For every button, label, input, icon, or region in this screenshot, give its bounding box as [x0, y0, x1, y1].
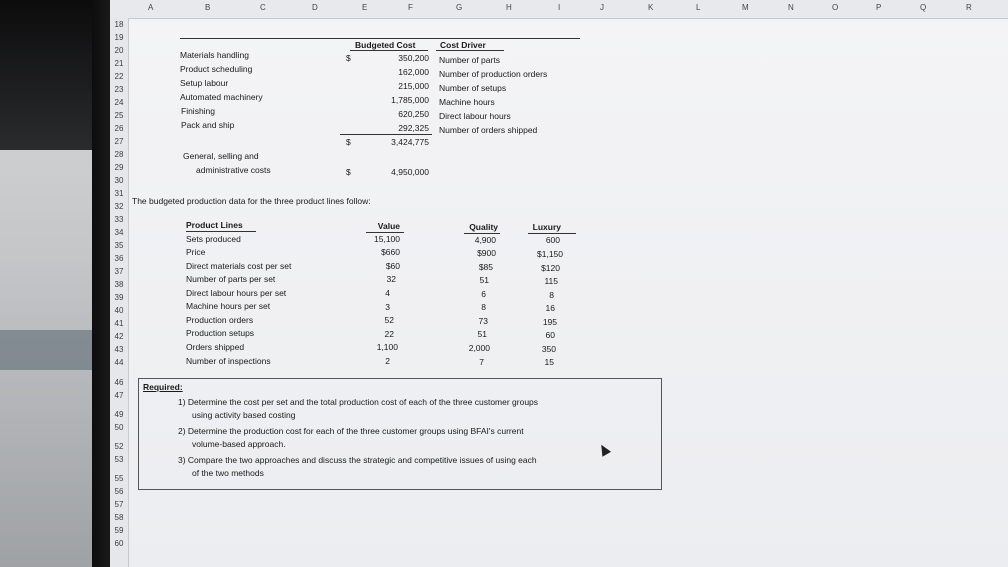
luxury-underline — [528, 233, 576, 234]
activity-driver[interactable]: Number of orders shipped — [439, 125, 538, 135]
row-number[interactable]: 38 — [114, 280, 124, 289]
value-cell[interactable]: 1,100 — [376, 342, 398, 352]
row-number[interactable]: 44 — [114, 358, 124, 367]
value-cell[interactable]: 3 — [385, 302, 390, 312]
luxury-cell[interactable]: $120 — [541, 263, 560, 273]
requirement-3[interactable]: 3) Compare the two approaches and discuss the strategic and competitive issues of using each — [178, 455, 537, 465]
row-number[interactable]: 31 — [114, 189, 124, 198]
column-header-j[interactable]: J — [600, 3, 604, 12]
gsa-label-line2[interactable]: administrative costs — [196, 165, 271, 175]
row-number[interactable]: 18 — [114, 20, 124, 29]
row-number[interactable]: 56 — [114, 487, 124, 496]
product-row-label[interactable]: Direct labour hours per set — [186, 288, 287, 298]
column-header-p[interactable]: P — [876, 3, 882, 12]
requirement-1-cont[interactable]: using activity based costing — [192, 410, 296, 420]
column-header-bar — [110, 0, 1008, 19]
activity-driver[interactable]: Number of setups — [439, 83, 507, 93]
column-header-d[interactable]: D — [312, 3, 318, 12]
requirement-2-cont[interactable]: volume-based approach. — [192, 439, 286, 449]
activity-cost[interactable]: 620,250 — [398, 109, 429, 119]
requirement-3-cont[interactable]: of the two methods — [192, 468, 264, 478]
row-number[interactable]: 36 — [114, 254, 124, 263]
quality-underline — [464, 233, 500, 234]
dollar-sign[interactable]: $ — [346, 53, 351, 63]
budget-total[interactable]: 3,424,775 — [391, 137, 429, 147]
quality-cell[interactable]: 7 — [479, 357, 484, 367]
row-number[interactable]: 20 — [114, 46, 124, 55]
activity-cost[interactable]: 162,000 — [398, 67, 429, 77]
row-number[interactable]: 60 — [114, 539, 124, 548]
activity-driver[interactable]: Direct labour hours — [439, 111, 511, 121]
row-number[interactable]: 19 — [114, 33, 124, 42]
product-row-label[interactable]: Number of inspections — [186, 356, 271, 366]
row-number[interactable]: 40 — [114, 306, 124, 315]
row-number[interactable]: 57 — [114, 500, 124, 509]
driver-header-underline — [436, 50, 504, 51]
product-row-label[interactable]: Production setups — [186, 328, 255, 338]
value-header[interactable]: Value — [377, 221, 400, 231]
product-row-label[interactable]: Number of parts per set — [186, 274, 276, 284]
quality-cell[interactable]: $900 — [477, 248, 496, 258]
required-title[interactable]: Required: — [143, 382, 183, 392]
row-number[interactable]: 29 — [114, 163, 124, 172]
row-number[interactable]: 59 — [114, 526, 124, 535]
column-header-o[interactable]: O — [832, 3, 839, 12]
quality-cell[interactable]: 51 — [479, 275, 489, 285]
row-number[interactable]: 23 — [114, 85, 124, 94]
activity-name[interactable]: Pack and ship — [181, 120, 235, 130]
row-header-bar — [110, 18, 129, 567]
row-number[interactable]: 41 — [114, 319, 124, 328]
row-number[interactable]: 24 — [114, 98, 124, 107]
column-header-h[interactable]: H — [506, 3, 512, 12]
luxury-cell[interactable]: 600 — [545, 235, 560, 245]
activity-cost[interactable]: 1,785,000 — [391, 95, 429, 105]
row-number[interactable]: 37 — [114, 267, 124, 276]
column-header-m[interactable]: M — [742, 3, 749, 12]
gsa-dollar-sign[interactable]: $ — [346, 167, 351, 177]
quality-cell[interactable]: $85 — [478, 262, 493, 272]
product-row-label[interactable]: Sets produced — [186, 234, 241, 244]
luxury-cell[interactable]: 8 — [549, 290, 554, 300]
column-header-e[interactable]: E — [362, 3, 368, 12]
spreadsheet-screen — [110, 0, 1008, 567]
quality-cell[interactable]: 4,900 — [474, 235, 496, 245]
value-cell[interactable]: 52 — [384, 315, 394, 325]
budgeted-cost-header[interactable]: Budgeted Cost — [355, 40, 416, 50]
value-cell[interactable]: $60 — [385, 261, 400, 271]
quality-cell[interactable]: 51 — [477, 329, 487, 339]
activity-name[interactable]: Automated machinery — [180, 92, 263, 102]
luxury-header[interactable]: Luxury — [532, 222, 561, 232]
product-lines-underline — [186, 231, 256, 232]
value-underline — [366, 232, 404, 233]
total-underline — [340, 134, 432, 135]
requirement-1[interactable]: 1) Determine the cost per set and the total production cost of each of the three customer groups — [178, 397, 539, 407]
gsa-value[interactable]: 4,950,000 — [391, 167, 429, 177]
row-number[interactable]: 52 — [114, 442, 124, 451]
column-header-n[interactable]: N — [788, 3, 794, 12]
product-row-label[interactable]: Production orders — [186, 315, 254, 325]
column-header-f[interactable]: F — [408, 3, 413, 12]
monitor-bezel — [92, 0, 112, 567]
luxury-cell[interactable]: 16 — [545, 303, 555, 313]
row-number[interactable]: 28 — [114, 150, 124, 159]
column-header-l[interactable]: L — [696, 3, 701, 12]
product-row-label[interactable]: Orders shipped — [186, 342, 245, 352]
value-cell[interactable]: 2 — [385, 356, 390, 366]
quality-cell[interactable]: 8 — [481, 302, 486, 312]
row-number[interactable]: 21 — [114, 59, 124, 68]
row-number[interactable]: 25 — [114, 111, 124, 120]
requirement-2[interactable]: 2) Determine the production cost for each of the three customer groups using BFAI's current — [178, 426, 524, 436]
activity-cost[interactable]: 350,200 — [398, 53, 429, 63]
column-header-q[interactable]: Q — [920, 3, 927, 12]
value-cell[interactable]: 32 — [386, 274, 396, 284]
row-number[interactable]: 33 — [114, 215, 124, 224]
cost-header-underline — [350, 50, 428, 51]
row-number[interactable]: 49 — [114, 410, 124, 419]
quality-cell[interactable]: 2,000 — [468, 343, 490, 353]
value-cell[interactable]: 4 — [385, 288, 390, 298]
row-number[interactable]: 58 — [114, 513, 124, 522]
column-header-a[interactable]: A — [148, 3, 154, 12]
column-header-r[interactable]: R — [966, 3, 972, 12]
row-number[interactable]: 39 — [114, 293, 124, 302]
row-number[interactable]: 43 — [114, 345, 124, 354]
luxury-cell[interactable]: 115 — [544, 276, 558, 286]
activity-cost[interactable]: 215,000 — [398, 81, 429, 91]
cost-driver-header[interactable]: Cost Driver — [440, 40, 486, 50]
luxury-cell[interactable]: 350 — [541, 344, 556, 354]
row-number[interactable]: 42 — [114, 332, 124, 341]
activity-driver[interactable]: Number of parts — [439, 55, 500, 65]
activity-cost[interactable]: 292,325 — [398, 123, 429, 133]
row-number[interactable]: 22 — [114, 72, 124, 81]
total-dollar-sign[interactable]: $ — [346, 137, 351, 147]
row-number[interactable]: 34 — [114, 228, 124, 237]
luxury-cell[interactable]: $1,150 — [537, 249, 563, 259]
activity-name[interactable]: Setup labour — [180, 78, 229, 88]
row-number[interactable]: 27 — [114, 137, 124, 146]
row-number[interactable]: 32 — [114, 202, 124, 211]
row-number[interactable]: 47 — [114, 391, 124, 400]
value-cell[interactable]: 22 — [384, 329, 394, 339]
luxury-cell[interactable]: 60 — [545, 330, 555, 340]
quality-cell[interactable]: 73 — [478, 316, 488, 326]
value-cell[interactable]: $660 — [381, 247, 400, 257]
intro-text[interactable]: The budgeted production data for the three product lines follow: — [132, 196, 371, 206]
quality-header[interactable]: Quality — [469, 222, 498, 232]
activity-driver[interactable]: Number of production orders — [439, 69, 548, 79]
gsa-label-line1[interactable]: General, selling and — [183, 151, 259, 161]
column-header-g[interactable]: G — [456, 3, 463, 12]
luxury-cell[interactable]: 195 — [542, 317, 557, 327]
activity-driver[interactable]: Machine hours — [439, 97, 495, 107]
section-top-border — [180, 38, 580, 39]
row-number[interactable]: 26 — [114, 124, 124, 133]
value-cell[interactable]: 15,100 — [374, 234, 400, 244]
row-number[interactable]: 50 — [114, 423, 124, 432]
column-header-k[interactable]: K — [648, 3, 654, 12]
column-header-b[interactable]: B — [205, 3, 211, 12]
column-header-c[interactable]: C — [260, 3, 266, 12]
luxury-cell[interactable]: 15 — [544, 357, 554, 367]
activity-name[interactable]: Materials handling — [180, 50, 249, 60]
row-number[interactable]: 55 — [114, 474, 124, 483]
product-lines-header[interactable]: Product Lines — [186, 220, 243, 230]
product-row-label[interactable]: Direct materials cost per set — [186, 261, 292, 271]
product-row-label[interactable]: Machine hours per set — [186, 301, 271, 311]
row-number[interactable]: 30 — [114, 176, 124, 185]
product-row-label[interactable]: Price — [186, 247, 206, 257]
row-number[interactable]: 35 — [114, 241, 124, 250]
activity-name[interactable]: Product scheduling — [180, 64, 253, 74]
column-header-i[interactable]: I — [558, 3, 561, 12]
activity-name[interactable]: Finishing — [181, 106, 216, 116]
quality-cell[interactable]: 6 — [481, 289, 486, 299]
row-number[interactable]: 53 — [114, 455, 124, 464]
row-number[interactable]: 46 — [114, 378, 124, 387]
